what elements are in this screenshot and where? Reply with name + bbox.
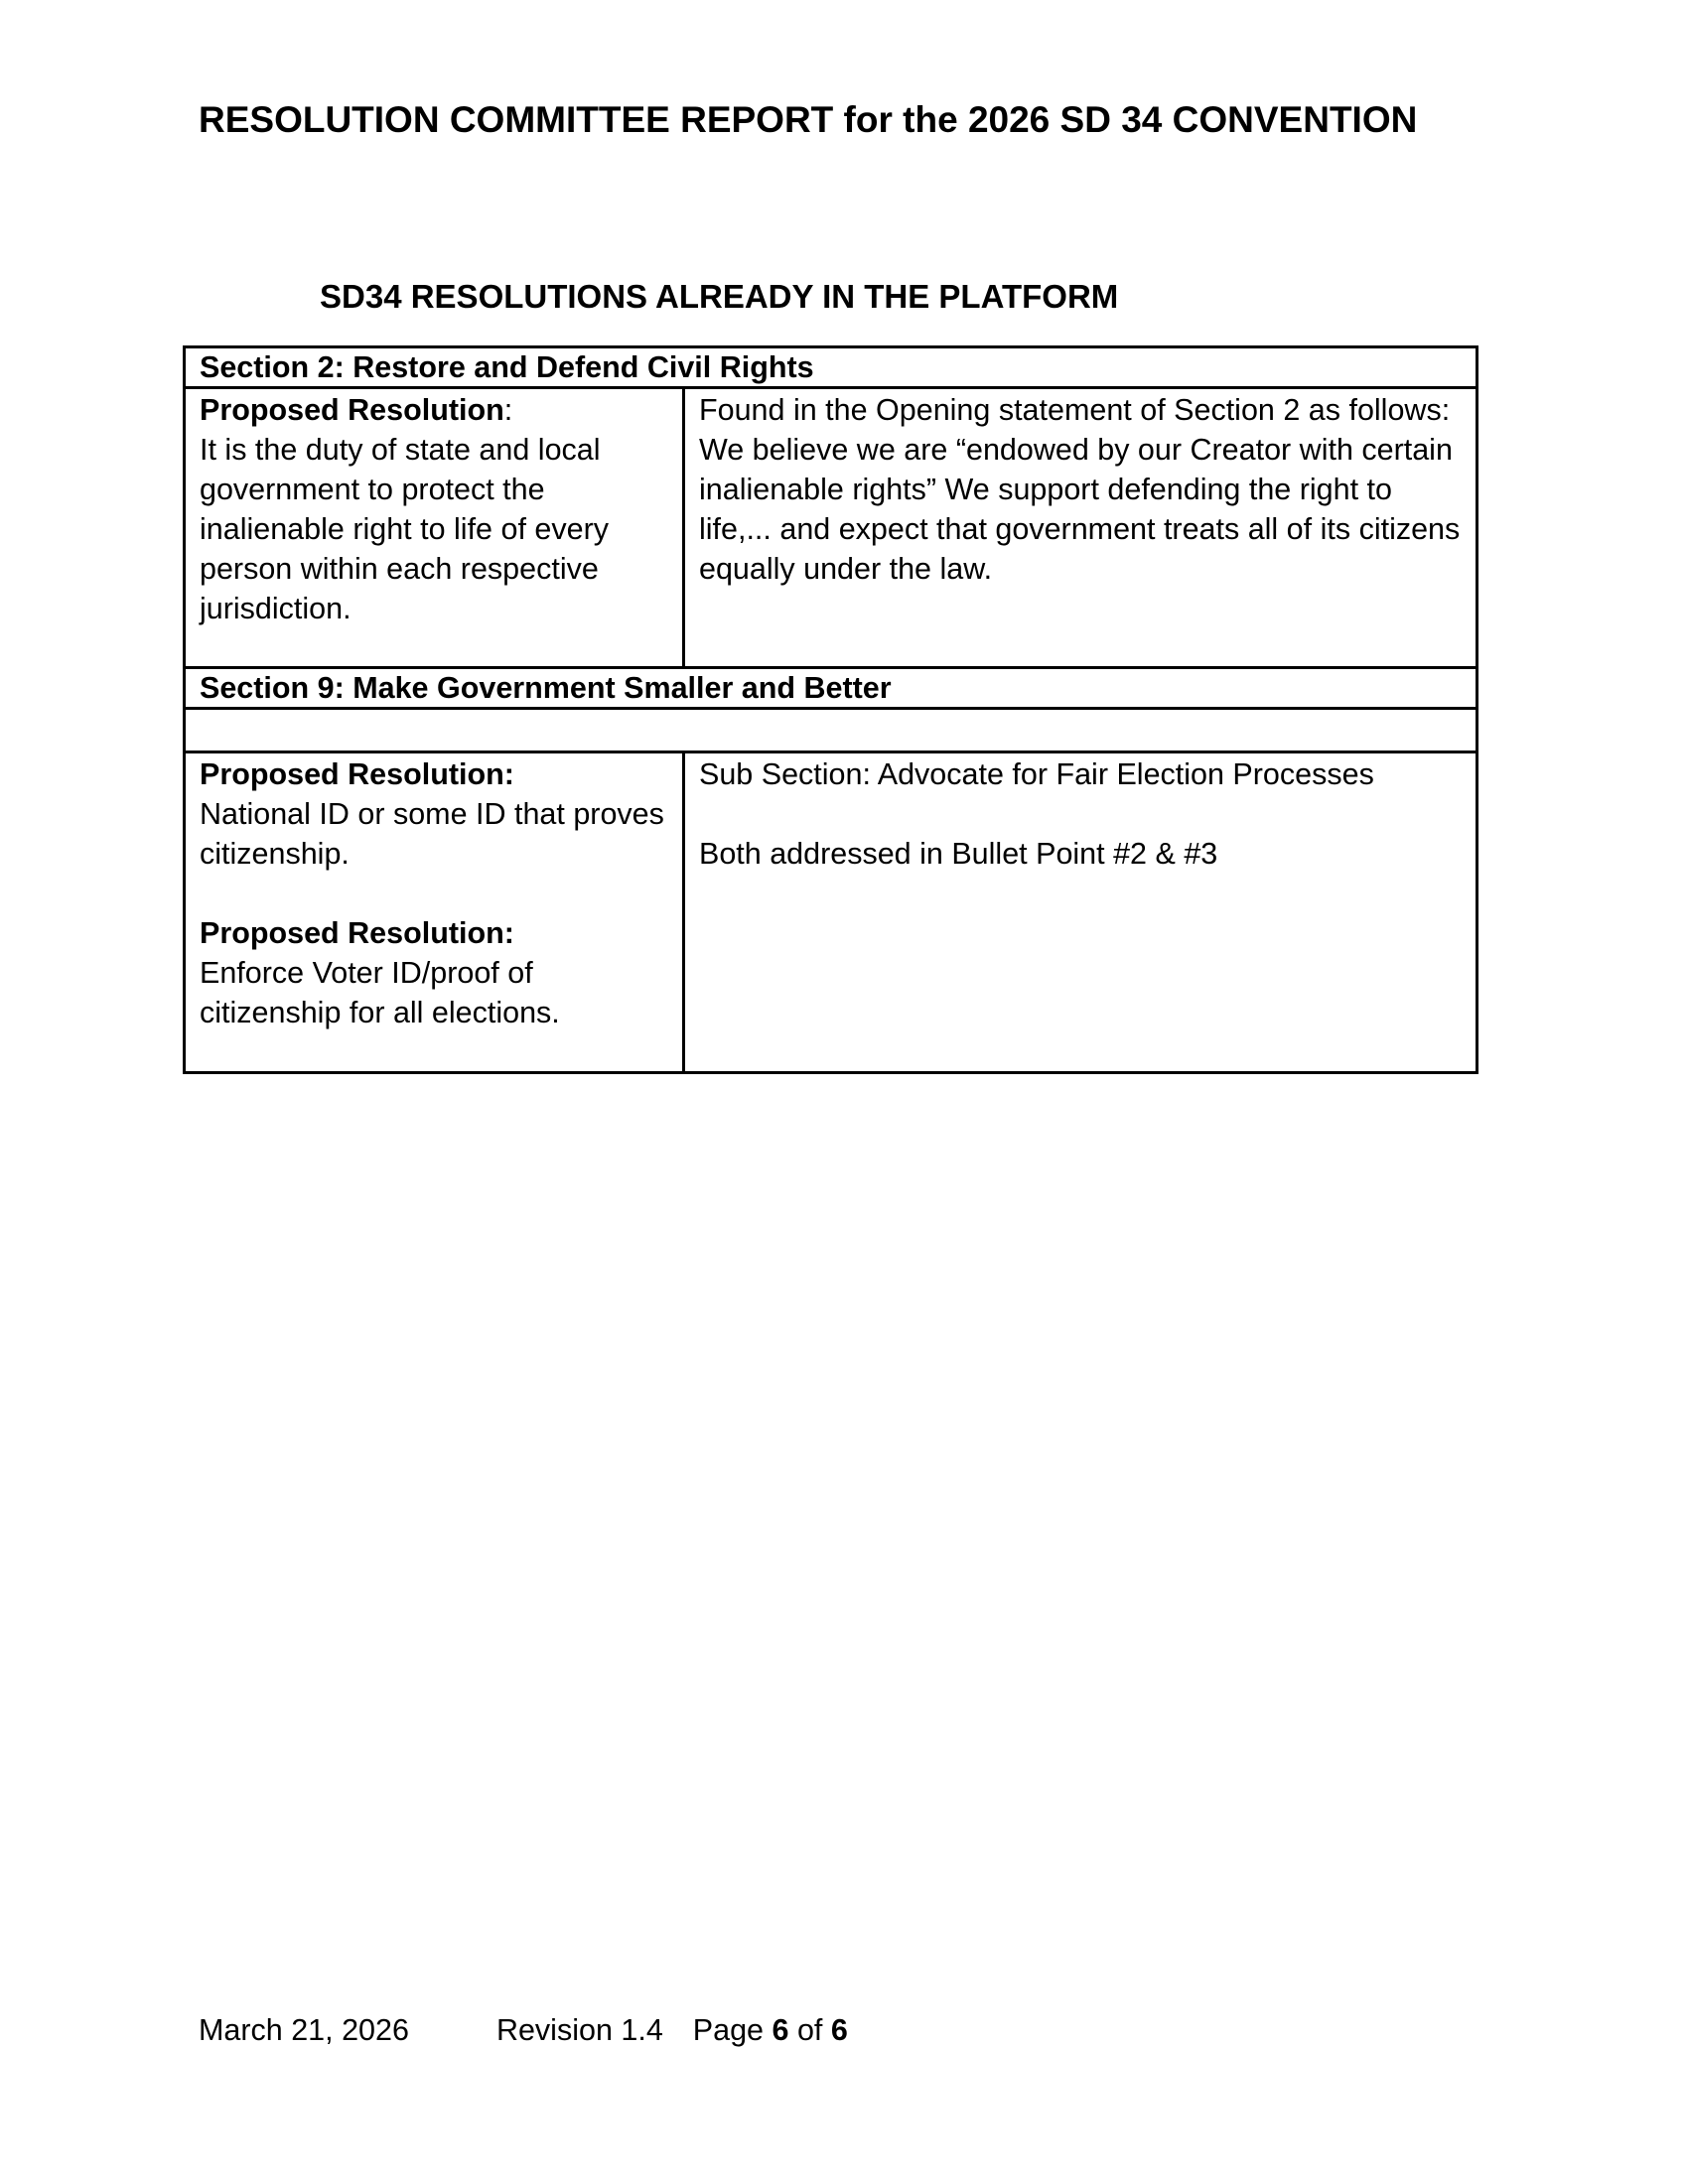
label-colon: : [503, 393, 513, 427]
platform-reference-intro: Found in the Opening statement of Section 2 as follows: [699, 393, 1451, 427]
bullet-reference: Both addressed in Bullet Point #2 & #3 [699, 837, 1218, 871]
table-row [185, 388, 1477, 668]
table-row [185, 752, 1477, 1073]
section-header-row [185, 347, 1477, 388]
footer-revision: Revision 1.4 [495, 2013, 663, 2047]
proposed-resolution-cell [185, 752, 684, 1073]
proposed-resolution-text: It is the duty of state and local government to protect the inalienable right to life of every person within each respective jurisdiction. [200, 433, 609, 625]
proposed-resolution-label: Proposed Resolution: [200, 757, 514, 791]
proposed-resolution-label: Proposed Resolution [200, 393, 504, 427]
section-header-row [185, 668, 1477, 709]
platform-reference-quote: We believe we are “endowed by our Creator with certain inalienable rights” We support defending the right to life,... and expect that government treats all of its citizens equally under the law. [699, 433, 1461, 586]
platform-reference-cell [684, 388, 1477, 668]
footer-page-total: 6 [830, 2013, 848, 2047]
sub-section-reference: Sub Section: Advocate for Fair Election Processes [699, 757, 1374, 791]
page-footer [199, 2013, 848, 2048]
footer-page-current: 6 [772, 2013, 789, 2047]
section-2-header: Section 2: Restore and Defend Civil Rights [185, 347, 1477, 388]
proposed-resolution-text: National ID or some ID that proves citizenship. [200, 797, 664, 871]
footer-date: March 21, 2026 [199, 2013, 409, 2047]
document-title: RESOLUTION COMMITTEE REPORT for the 2026 SD 34 CONVENTION [199, 99, 1418, 140]
footer-of-label: of [796, 2013, 823, 2047]
proposed-resolution-cell [185, 388, 684, 668]
footer-page-label: Page [692, 2013, 765, 2047]
section-subtitle: SD34 RESOLUTIONS ALREADY IN THE PLATFORM [320, 278, 1119, 315]
empty-row [185, 709, 1477, 752]
platform-reference-cell [684, 752, 1477, 1073]
empty-cell [185, 709, 1477, 752]
section-9-header: Section 9: Make Government Smaller and Better [185, 668, 1477, 709]
resolutions-table [183, 345, 1478, 1074]
proposed-resolution-label: Proposed Resolution: [200, 916, 514, 950]
proposed-resolution-text: Enforce Voter ID/proof of citizenship for all elections. [200, 956, 560, 1029]
